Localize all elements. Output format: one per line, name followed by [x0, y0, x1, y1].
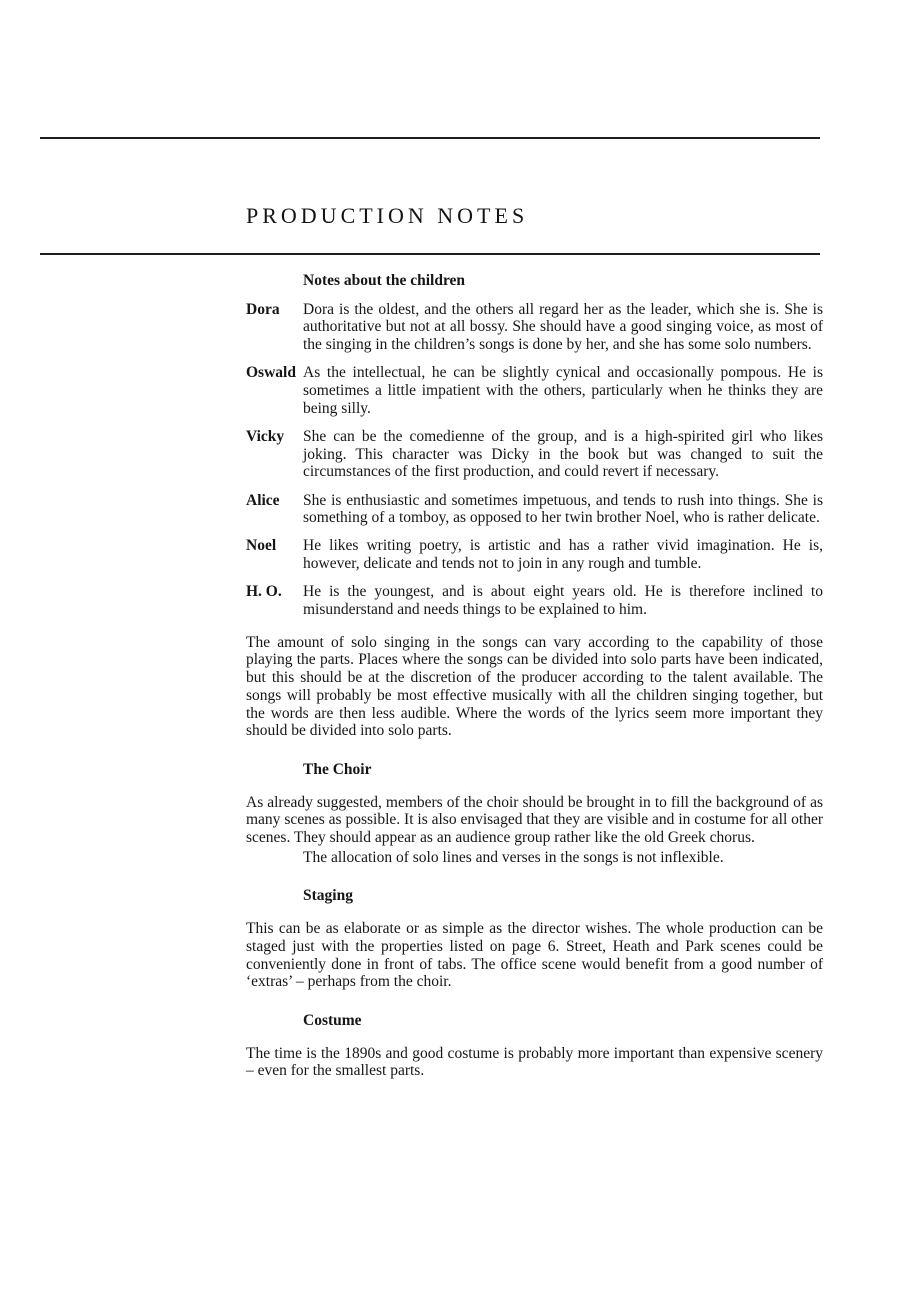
character-description: She can be the comedienne of the group, and is a high-spirited girl who likes joking. This character was Dicky in the book but was changed to suit the circumstances of the first production, and could revert if necessary.: [303, 427, 823, 481]
section-heading-choir: The Choir: [303, 760, 372, 778]
costume-paragraph: The time is the 1890s and good costume is probably more important than expensive scenery – even for the smallest parts.: [246, 1044, 823, 1080]
character-name: Alice: [246, 491, 280, 509]
page-title: PRODUCTION NOTES: [246, 203, 529, 228]
character-name: Dora: [246, 300, 280, 318]
top-rule: [40, 137, 820, 139]
title-underline-rule: [40, 253, 820, 255]
character-entry-ho: [246, 583, 823, 618]
character-entry-vicky: [246, 428, 823, 481]
staging-paragraph: This can be as elaborate or as simple as the director wishes. The whole production can be staged just with the properties listed on page 6. Street, Heath and Park scenes could be conveniently done in front of tabs. The office scene would benefit from a good number of ‘extras’ – perhaps from the choir.: [246, 920, 823, 991]
character-entry-noel: [246, 537, 823, 572]
character-entry-alice: [246, 492, 823, 527]
character-name: Oswald: [246, 364, 296, 382]
section-heading-costume: Costume: [303, 1012, 362, 1029]
section-heading-staging: Staging: [303, 887, 353, 905]
page-body: [246, 272, 823, 1080]
character-name: Vicky: [246, 427, 285, 445]
character-entry-oswald: [246, 364, 823, 417]
character-entry-dora: [246, 301, 823, 354]
character-description: He likes writing poetry, is artistic and has a rather vivid imagination. He is, however, delicate and tends not to join in any rough and tumble.: [303, 537, 823, 573]
character-description: He is the youngest, and is about eight years old. He is therefore inclined to misunderstand and needs things to be explained to him.: [303, 583, 823, 619]
character-name: Noel: [246, 537, 277, 555]
choir-paragraph: As already suggested, members of the choir should be brought in to fill the background of as many scenes as possible. It is also envisaged that they are visible and in costume for all other scenes. They should appear as an audience group rather like the old Greek chorus.: [246, 793, 823, 847]
character-description: She is enthusiastic and sometimes impetuous, and tends to rush into things. She is something of a tomboy, as opposed to her twin brother Noel, who is rather delicate.: [303, 491, 823, 527]
character-name: H. O.: [246, 583, 282, 601]
section-heading-children: Notes about the children: [303, 272, 466, 289]
choir-note-paragraph: The allocation of solo lines and verses in the songs is not inflexible.: [303, 848, 724, 866]
character-description: Dora is the oldest, and the others all regard her as the leader, which she is. She is authoritative but not at all bossy. She should have a good singing voice, as most of the singing in the children’s songs is done by her, and she has some solo numbers.: [303, 300, 823, 354]
solo-singing-paragraph: The amount of solo singing in the songs can vary according to the capability of those playing the parts. Places where the songs can be divided into solo parts have been indicated, but this should be at the discretion of the producer according to the talent available. The songs will probably be most effective musically with all the children singing together, but the words are then less audible. Where the words of the lyrics seem more important they should be divided into solo parts.: [246, 633, 823, 740]
character-description: As the intellectual, he can be slightly cynical and occasionally pompous. He is sometimes a little impatient with the others, particularly when he thinks they are being silly.: [303, 364, 823, 417]
